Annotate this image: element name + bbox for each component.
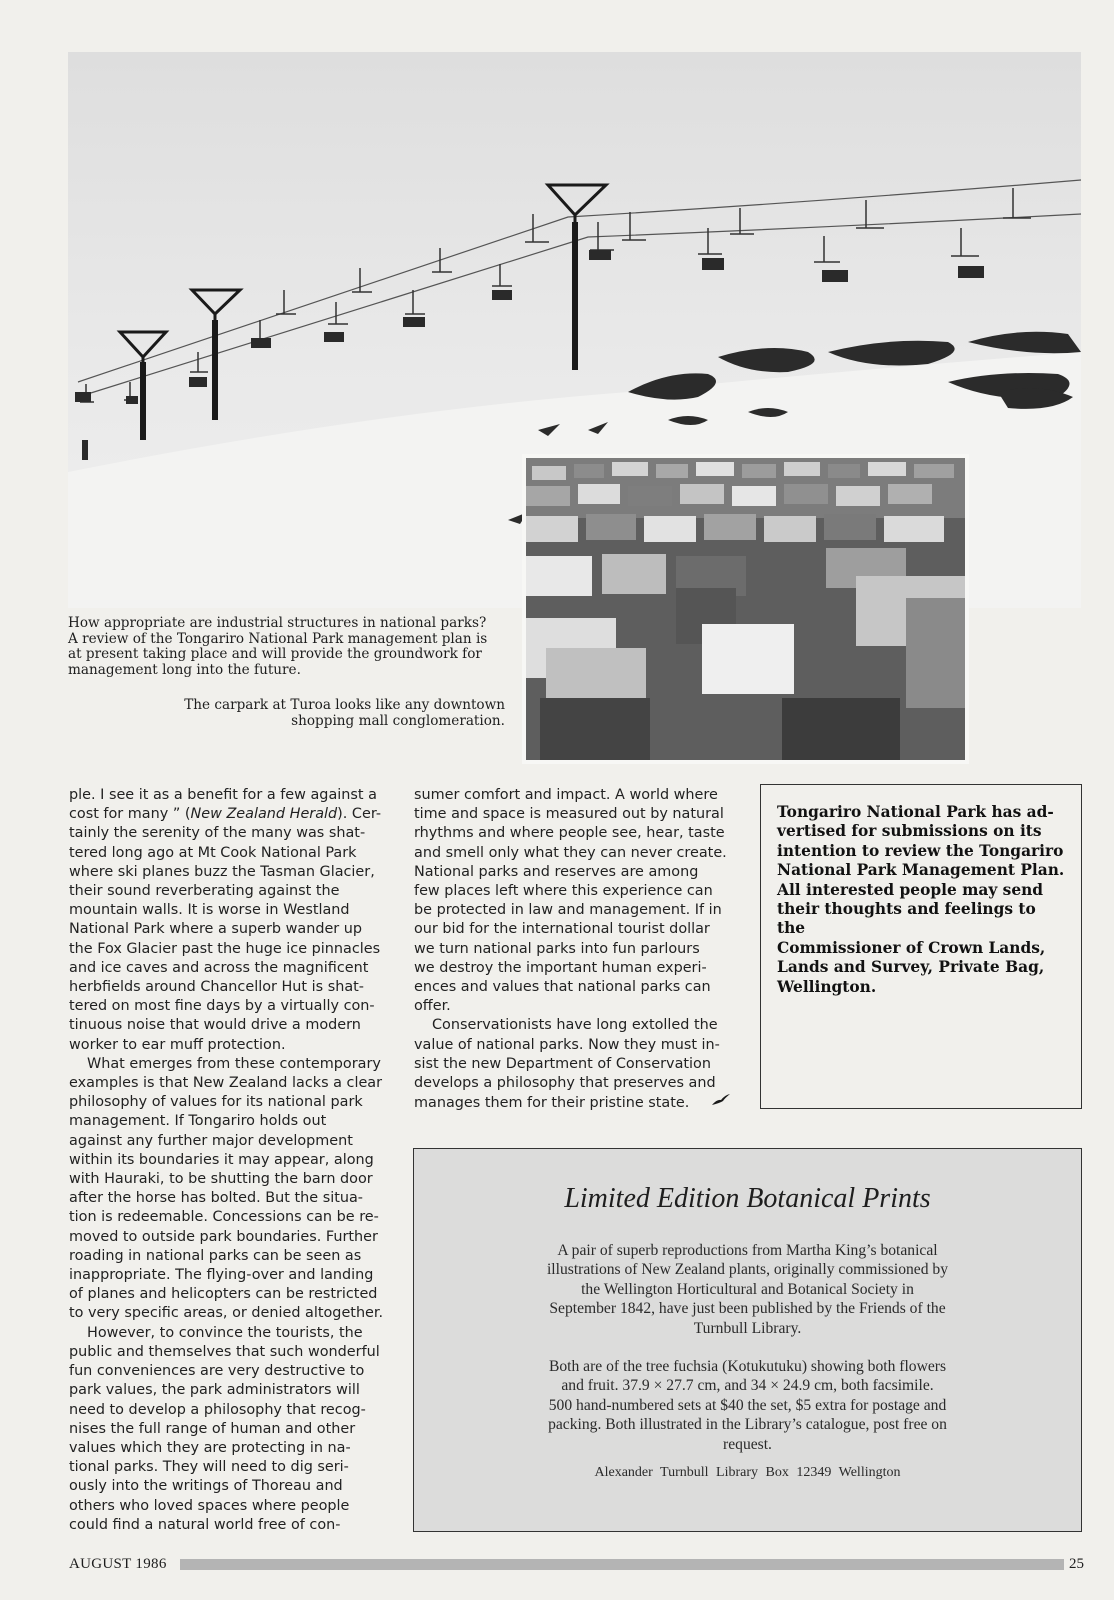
article-column-1 — [69, 786, 399, 1535]
newspaper-title: New Zealand Herald — [190, 806, 338, 823]
footer-rule — [180, 1559, 1064, 1570]
ad-title: Limited Edition Botanical Prints — [564, 1183, 931, 1214]
column-2-paragraph-1: sumer comfort and impact. A world where time and space is measured out by natural rhythms and where people see, hear, taste and smell only what they can never create. National parks and reserves are among few places left where this experience can be protected in law and management. If in our bid for the international tourist dollar we turn national parks into fun parlours we destroy the important human experi- ences and values that national parks can offer. — [414, 787, 727, 1015]
ad-address: Alexander Turnbull Library Box 12349 Wellington — [594, 1465, 901, 1481]
ad-paragraph-1: A pair of superb reproductions from Martha King’s botanical illustrations of New Zealand plants, originally commissioned by the Wellington Horticultural and Botanical Society in September 1842, have just been published by the Friends of the Turnbull Library. — [546, 1242, 949, 1337]
carpark-photo — [522, 454, 969, 764]
column-1-paragraph-2: What emerges from these contemporary examples is that New Zealand lacks a clear philosophy of values for its national park management. If Tongariro holds out against any further major development within its boundaries it may appear, along with Hauraki, to be shutting the barn door after the horse has bolted. But the situa- tion is redeemable. Concessions can be re- moved to outside park boundaries. Further roading in national parks can be seen as inappropriate. The flying-over and landing of planes and helicopters can be restricted to very specific areas, or denied altogether. — [69, 1055, 384, 1322]
page-number: 25 — [1069, 1556, 1084, 1572]
botanical-prints-advertisement — [413, 1148, 1082, 1532]
column-2-paragraph-2 — [414, 1016, 744, 1113]
article-column-2 — [414, 786, 744, 1114]
ad-paragraph-2: Both are of the tree fuchsia (Kotukutuku) showing both flowers and fruit. 37.9 × 27.7 cm, and 34 × 24.9 cm, both facsimile. 500 hand-numbered sets at $40 the set, $5 extra for postage and packing. Both illustrated in the Library’s catalogue, post free on request. — [548, 1358, 947, 1453]
paragraph-text: ). Cer- tainly the serenity of the many was shat- tered long ago at Mt Cook National Park where ski planes buzz the Tasman Glacier, their sound reverberating against the mountain walls. It is worse in Westland National Park where a superb wander up the Fox Glacier past the huge ice pinnacles and ice caves and across the magnificent herbfields around Chancellor Hut is shat- tered on most fine days by a virtually con- tinuous noise that would drive a modern worker to ear muff protection. — [69, 806, 382, 1053]
bird-icon — [693, 1093, 731, 1113]
column-1-paragraph-3: However, to convince the tourists, the public and themselves that such wonderful fun conveniences are very destructive to park values, the park administrators will need to develop a philosophy that recog- nises the full range of human and other values which they are protecting in na- tional parks. They will need to dig seri- ously into the writings of Thoreau and others who loved spaces where people could find a natural world free of con- — [69, 1324, 380, 1533]
footer-issue-date: AUGUST 1986 — [69, 1556, 167, 1572]
column-1-paragraph-1 — [69, 786, 399, 1055]
submission-notice-text: Tongariro National Park has ad- vertised for submissions on its intention to review the Tongariro National Park Management Plan. All interested people may send their thoughts and feelings to the Commissioner of Crown Lands, Lands and Survey, Private Bag, Wellington. — [777, 803, 1065, 996]
carpark-photo-caption: The carpark at Turoa looks like any downtown shopping mall conglomeration. — [184, 697, 505, 729]
paragraph-text: Conservationists have long extolled the value of national parks. Now they must in- sist the new Department of Conservation develops a philosophy that preserves and manages them for their pristine state. — [414, 1017, 720, 1112]
submission-notice-box — [760, 784, 1082, 1109]
paragraph-text: ple. I see it as a benefit for a few against a cost for many ” ( — [69, 787, 377, 823]
ski-photo-caption: How appropriate are industrial structures in national parks? A review of the Tongariro National Park management plan is at present taking place and will provide the groundwork for management long into the future. — [68, 615, 488, 678]
